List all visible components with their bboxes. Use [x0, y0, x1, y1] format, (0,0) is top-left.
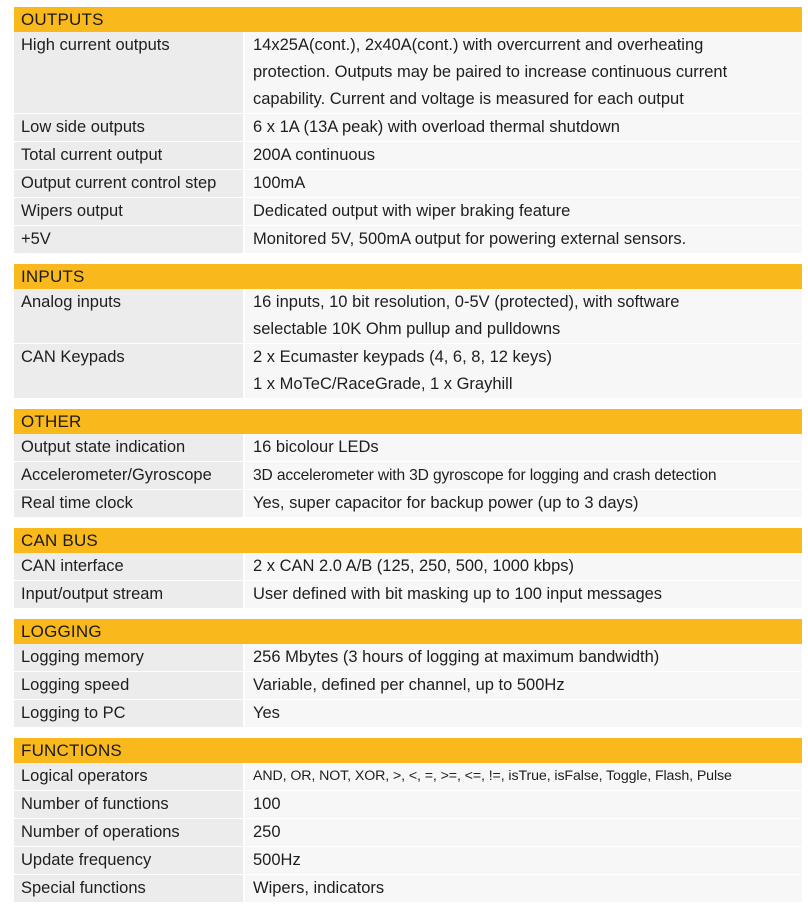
row-label: Output current control step [14, 170, 245, 197]
row-label: Wipers output [14, 198, 245, 225]
row-label: Logging to PC [14, 700, 245, 727]
table-row [14, 875, 802, 903]
row-label: Low side outputs [14, 114, 245, 141]
section-header-other: OTHER [14, 409, 802, 434]
row-label: Input/output stream [14, 581, 245, 608]
table-row [14, 581, 802, 609]
row-value: 500Hz [245, 847, 802, 874]
section-header-logging: LOGGING [14, 619, 802, 644]
row-value: 100mA [245, 170, 802, 197]
table-row [14, 490, 802, 518]
table-row [14, 226, 802, 254]
section-logging [14, 619, 802, 728]
row-value: Yes, super capacitor for backup power (up to 3 days) [245, 490, 802, 517]
section-other [14, 409, 802, 518]
row-value: Monitored 5V, 500mA output for powering external sensors. [245, 226, 802, 253]
row-label: Output state indication [14, 434, 245, 461]
row-label: Accelerometer/Gyroscope [14, 462, 245, 489]
row-value: Variable, defined per channel, up to 500Hz [245, 672, 802, 699]
table-row [14, 791, 802, 819]
row-value: Wipers, indicators [245, 875, 802, 902]
table-row [14, 198, 802, 226]
row-label: Logging memory [14, 644, 245, 671]
table-row [14, 763, 802, 791]
table-row [14, 170, 802, 198]
row-value: 100 [245, 791, 802, 818]
row-value: 256 Mbytes (3 hours of logging at maximum bandwidth) [245, 644, 802, 671]
table-row [14, 289, 802, 344]
row-value: User defined with bit masking up to 100 input messages [245, 581, 802, 608]
table-row [14, 462, 802, 490]
row-label: Real time clock [14, 490, 245, 517]
section-header-can-bus: CAN BUS [14, 528, 802, 553]
section-spacer [14, 399, 802, 409]
row-label: High current outputs [14, 32, 245, 113]
row-value: AND, OR, NOT, XOR, >, <, =, >=, <=, !=, isTrue, isFalse, Toggle, Flash, Pulse [245, 763, 802, 790]
row-label: Logical operators [14, 763, 245, 790]
table-row [14, 672, 802, 700]
table-row [14, 32, 802, 114]
row-label: Special functions [14, 875, 245, 902]
section-header-outputs: OUTPUTS [14, 7, 802, 32]
section-spacer [14, 728, 802, 738]
row-label: Analog inputs [14, 289, 245, 343]
row-label: Logging speed [14, 672, 245, 699]
table-row [14, 142, 802, 170]
row-value: 14x25A(cont.), 2x40A(cont.) with overcurrent and overheating protection. Outputs may be paired to increase continuous current capability. Current and voltage is measured for each output [245, 32, 802, 113]
row-label: +5V [14, 226, 245, 253]
row-value: 250 [245, 819, 802, 846]
section-inputs [14, 264, 802, 399]
section-spacer [14, 254, 802, 264]
row-value: 2 x CAN 2.0 A/B (125, 250, 500, 1000 kbps) [245, 553, 802, 580]
table-row [14, 819, 802, 847]
row-value: 16 inputs, 10 bit resolution, 0-5V (protected), with software selectable 10K Ohm pullup and pulldowns [245, 289, 802, 343]
table-row [14, 344, 802, 399]
row-value: 3D accelerometer with 3D gyroscope for logging and crash detection [245, 462, 802, 489]
row-label: Number of functions [14, 791, 245, 818]
row-value: Dedicated output with wiper braking feature [245, 198, 802, 225]
row-value: 16 bicolour LEDs [245, 434, 802, 461]
spec-table [14, 7, 802, 903]
row-label: CAN interface [14, 553, 245, 580]
row-label: Number of operations [14, 819, 245, 846]
section-spacer [14, 609, 802, 619]
table-row [14, 114, 802, 142]
row-label: CAN Keypads [14, 344, 245, 398]
table-row [14, 700, 802, 728]
row-value: Yes [245, 700, 802, 727]
table-row [14, 847, 802, 875]
section-header-inputs: INPUTS [14, 264, 802, 289]
row-value: 200A continuous [245, 142, 802, 169]
section-can-bus [14, 528, 802, 609]
row-value: 6 x 1A (13A peak) with overload thermal shutdown [245, 114, 802, 141]
section-spacer [14, 518, 802, 528]
row-label: Total current output [14, 142, 245, 169]
table-row [14, 644, 802, 672]
section-functions [14, 738, 802, 903]
section-outputs [14, 7, 802, 254]
row-value: 2 x Ecumaster keypads (4, 6, 8, 12 keys) 1 x MoTeC/RaceGrade, 1 x Grayhill [245, 344, 802, 398]
table-row [14, 553, 802, 581]
row-label: Update frequency [14, 847, 245, 874]
table-row [14, 434, 802, 462]
section-header-functions: FUNCTIONS [14, 738, 802, 763]
